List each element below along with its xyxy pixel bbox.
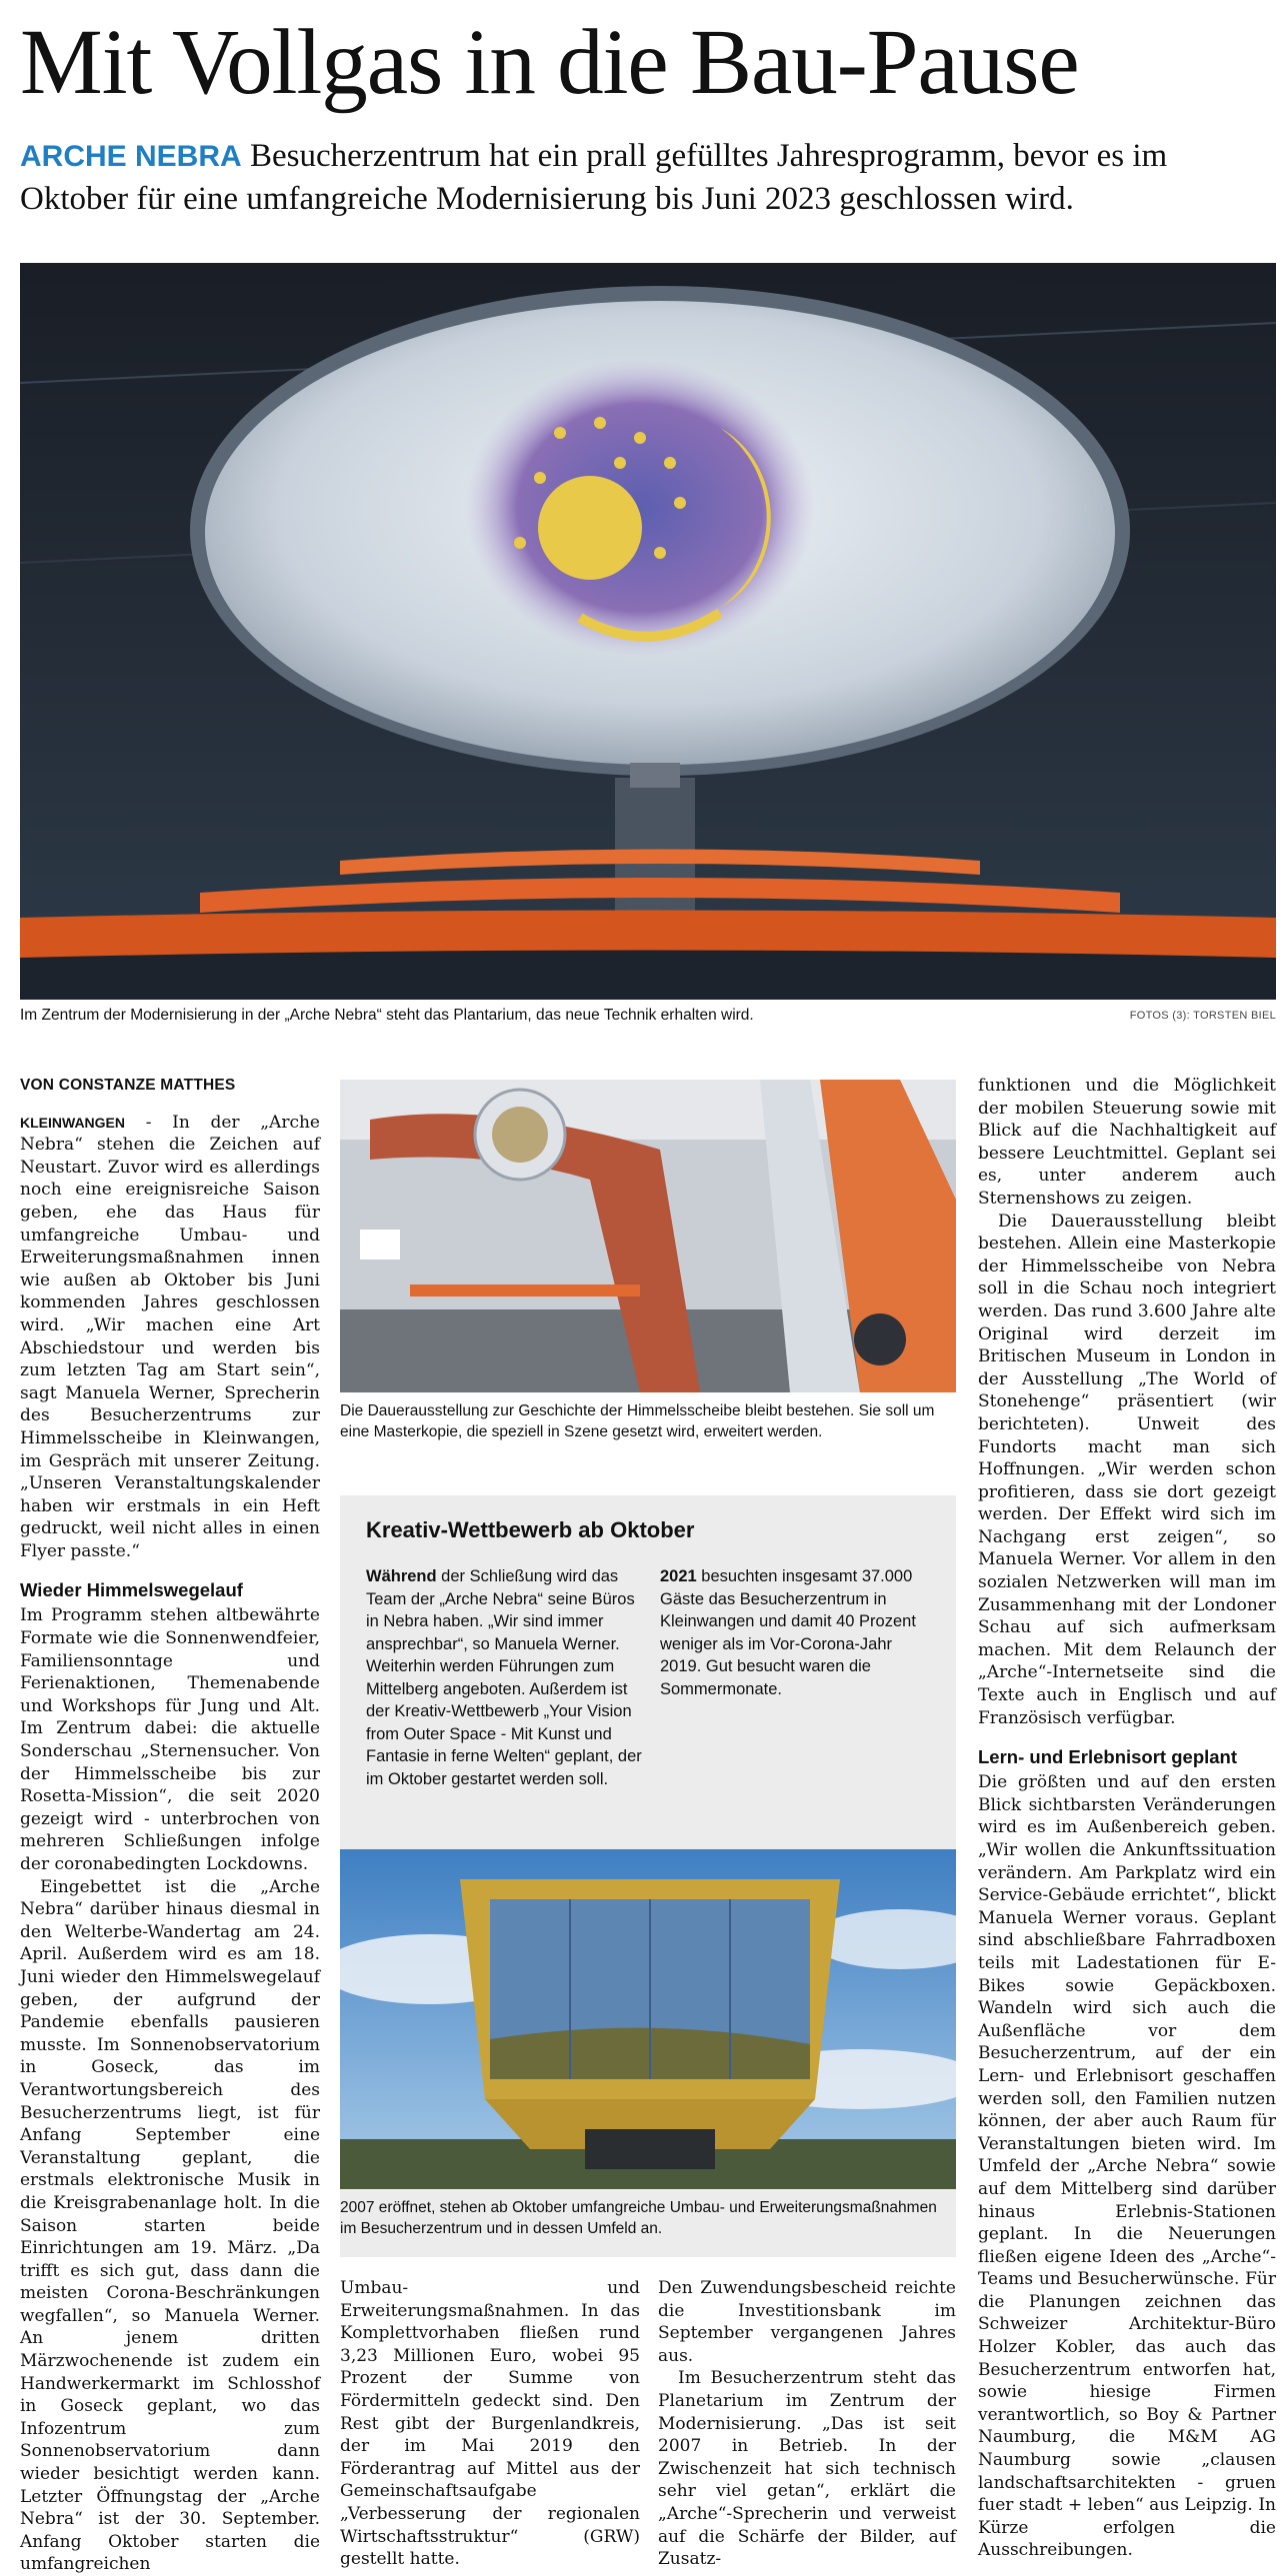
byline: VON CONSTANZE MATTHES: [20, 1077, 236, 1094]
exhibition-photo-caption: Die Dauerausstellung zur Geschichte der Himmelsscheibe bleibt bestehen. Sie soll um eine Masterkopie, die speziell in Szene gesetzt wird, erweitert werden.: [340, 1402, 935, 1440]
paragraph: KLEINWANGEN - In der „Arche Nebra“ stehen die Zeichen auf Neustart. Zuvor wird es allerdings noch eine ereignisreiche Saison geben, ehe das Haus für umfangreiche Umbau- und Erweiterungsmaßnahmen innen wie außen ab Oktober bis Juni kommenden Jahres geschlossen wird. „Wir machen eine Art Abschiedstour und werden bis zum letzten Tag am Start sein“, sagt Manuela Werner, Sprecherin des Besucherzentrums zur Himmelsscheibe in Kleinwangen, im Gespräch mit unserer Zeitung. „Unseren Veranstaltungskalender haben wir erstmals in ein Heft gedruckt, weil nicht alles in einen Flyer passte.“: [20, 1112, 320, 1561]
paragraph: Während der Schließung wird das Team der „Arche Nebra“ seine Büros in Nebra haben. „Wir sind immer ansprechbar“, so Manuela Werner. Weiterhin werden Führungen zum Mittelberg angeboten. Außerdem ist der Kreativ-Wettbewerb „Your Vision from Outer Space - Mit Kunst und Fantasie in ferne Welten“ geplant, der im Oktober gestartet werden soll.: [366, 1567, 642, 1788]
paragraph: 2021 besuchten insgesamt 37.000 Gäste das Besucherzentrum in Kleinwangen und damit 40 Prozent weniger als im Vor-Corona-Jahr 2019. Gut besucht waren die Sommermonate.: [660, 1567, 916, 1698]
info-box-title: Kreativ-Wettbewerb ab Oktober: [366, 1517, 695, 1542]
exhibition-photo: [340, 1080, 956, 1392]
article-column-3: [658, 2277, 956, 2571]
subheadline: [20, 135, 1270, 221]
kicker: ARCHE NEBRA: [20, 140, 242, 173]
dateline: KLEINWANGEN: [20, 1114, 125, 1131]
paragraph: Die größten und auf den ersten Blick sichtbarsten Veränderungen wird es im Außenbereich geben. „Wir wollen die Ankunftssituation verändern. Am Parkplatz wird ein Service-Gebäude errichtet“, blickt Manuela Werner voraus. Geplant sind abschließbare Fahrradboxen teils mit Ladestationen für E-Bikes sowie Gepäckboxen. Wandeln wird sich auch die Außenfläche vor dem Besucherzentrum, auf der ein Lern- und Erlebnisort geschaffen werden soll, den Familien nutzen können, der aber auch Raum für Veranstaltungen bieten wird. Im Umfeld der „Arche Nebra“ sowie auf dem Mittelberg sind darüber hinaus Erlebnis-Stationen geplant. In die Neuerungen fließen eigene Ideen des „Arche“-Teams und Besucherwünsche. Für die Planungen zeichnen das Schweizer Architektur-Büro Holzer Kobler, das auch das Besucherzentrum entworfen hat, sowie hiesige Firmen verantwortlich, so Boy & Partner Naumburg, die M&M AG Naumburg sowie „clausen landschaftsarchitekten - gruen fuer stadt + leben“ aus Leipzig. In Kürze erfolgen die Ausschreibungen.: [978, 1772, 1276, 2561]
paragraph: Die Dauerausstellung bleibt bestehen. Allein eine Masterkopie der Himmelsscheibe von Nebra soll in die Schau noch integriert werden. Das rund 3.600 Jahre alte Original wird derzeit im Britischen Museum in London in der Ausstellung „The World of Stonehenge“ präsentiert (wir berichteten). Unweit des Fundorts macht man sich Hoffnungen. „Wir werden schon profitieren, dass sie dort gezeigt werden. Der Effekt wird sich im Nachgang erst zeigen“, so Manuela Werner. Vor allem in den sozialen Netzwerken will man im Zusammenhang mit der Londoner Schau auf sich aufmerksam machen. Mit dem Relaunch der „Arche“-Internetseite sind die Texte auch in Englisch und auf Französisch verfügbar.: [978, 1211, 1276, 1728]
headline: Mit Vollgas in die Bau-Pause: [20, 11, 1079, 114]
paragraph: Im Programm stehen altbewährte Formate wie die Sonnenwendfeier, Familiensonntage und Ferienaktionen, Themenabende und Workshops für Jung und Alt. Im Zentrum dabei: die aktuelle Sonderschau „Sternensucher. Von der Himmelsscheibe bis zur Rosetta-Mission“, die seit 2020 gezeigt wird - unterbrochen von mehreren Schließungen infolge der coronabedingten Lockdowns.: [20, 1605, 320, 1874]
subheading: Wieder Himmelswegelauf: [20, 1579, 243, 1601]
paragraph: Im Besucherzentrum steht das Planetarium im Zentrum der Modernisierung. „Das ist seit 2007 in Betrieb. In der Zwischenzeit hat sich technisch sehr viel getan“, erklärt die „Arche“-Sprecherin und verweist auf die Schärfe der Bilder, auf Zusatz-: [658, 2368, 956, 2570]
info-box-column-1: [366, 1565, 651, 1806]
building-photo-caption: 2007 eröffnet, stehen ab Oktober umfangreiche Umbau- und Erweiterungsmaßnahmen im Besucherzentrum und in dessen Umfeld an.: [340, 2199, 937, 2237]
planetarium-photo: [20, 263, 1276, 1000]
paragraph: Den Zuwendungsbescheid reichte die Investitionsbank im September vergangenen Jahres aus.: [658, 2278, 956, 2366]
subheading: Lern- und Erlebnisort geplant: [978, 1746, 1238, 1768]
photo-credit: FOTOS (3): TORSTEN BIEL: [1129, 1010, 1276, 1022]
paragraph: funktionen und die Möglichkeit der mobilen Steuerung sowie mit Blick auf die Nachhaltigkeit auf bessere Leuchtmittel. Geplant sei es, unter anderem auch Sternenshows zu zeigen.: [978, 1076, 1276, 1209]
paragraph: Eingebettet ist die „Arche Nebra“ darüber hinaus diesmal in den Welterbe-Wandertag am 24. April. Außerdem wird es am 18. Juni wieder den Himmelswegelauf geben, der aufgrund der Pandemie ebenfalls pausieren musste. Im Sonnenobservatorium in Goseck, das im Verantwortungsbereich des Besucherzentrums liegt, ist für Anfang September eine Veranstaltung geplant, die erstmals elektronische Musik in die Kreisgrabenanlage holt. In die Saison starten beide Einrichtungen am 19. März. „Da trifft es sich gut, dass dann die meisten Corona-Beschränkungen wegfallen“, so Manuela Werner. An jenem dritten Märzwochenende ist zudem ein Handwerkermarkt im Schlosshof in Goseck geplant, wo das Infozentrum zum Sonnenobservatorium dann wieder besichtigt werden kann. Letzter Öffnungstag der „Arche Nebra“ ist der 30. September. Anfang Oktober starten die umfangreichen: [20, 1876, 320, 2575]
article-column-4: [978, 1075, 1276, 2562]
info-box-column-2: [660, 1565, 932, 1716]
article-column-2: [340, 2277, 640, 2571]
article-column-1: [20, 1075, 320, 2576]
building-photo: [340, 1849, 956, 2189]
main-photo-caption: Im Zentrum der Modernisierung in der „Arche Nebra“ steht das Plantarium, das neue Technik erhalten wird.: [20, 1007, 754, 1024]
paragraph: Umbau- und Erweiterungsmaßnahmen. In das Komplettvorhaben fließen rund 3,23 Millionen Euro, wobei 95 Prozent der Summe von Fördermitteln gedeckt sind. Den Rest gibt der Burgenlandkreis, der im Mai 2019 den Förderantrag auf Mittel aus der Gemeinschaftsaufgabe „Verbesserung der regionalen Wirtschaftsstruktur“ (GRW) gestellt hatte.: [340, 2278, 640, 2570]
subheadline-text: Besucherzentrum hat ein prall gefülltes Jahresprogramm, bevor es im Oktober für eine umfangreiche Modernisierung bis Juni 2023 geschlossen wird.: [20, 138, 1168, 217]
